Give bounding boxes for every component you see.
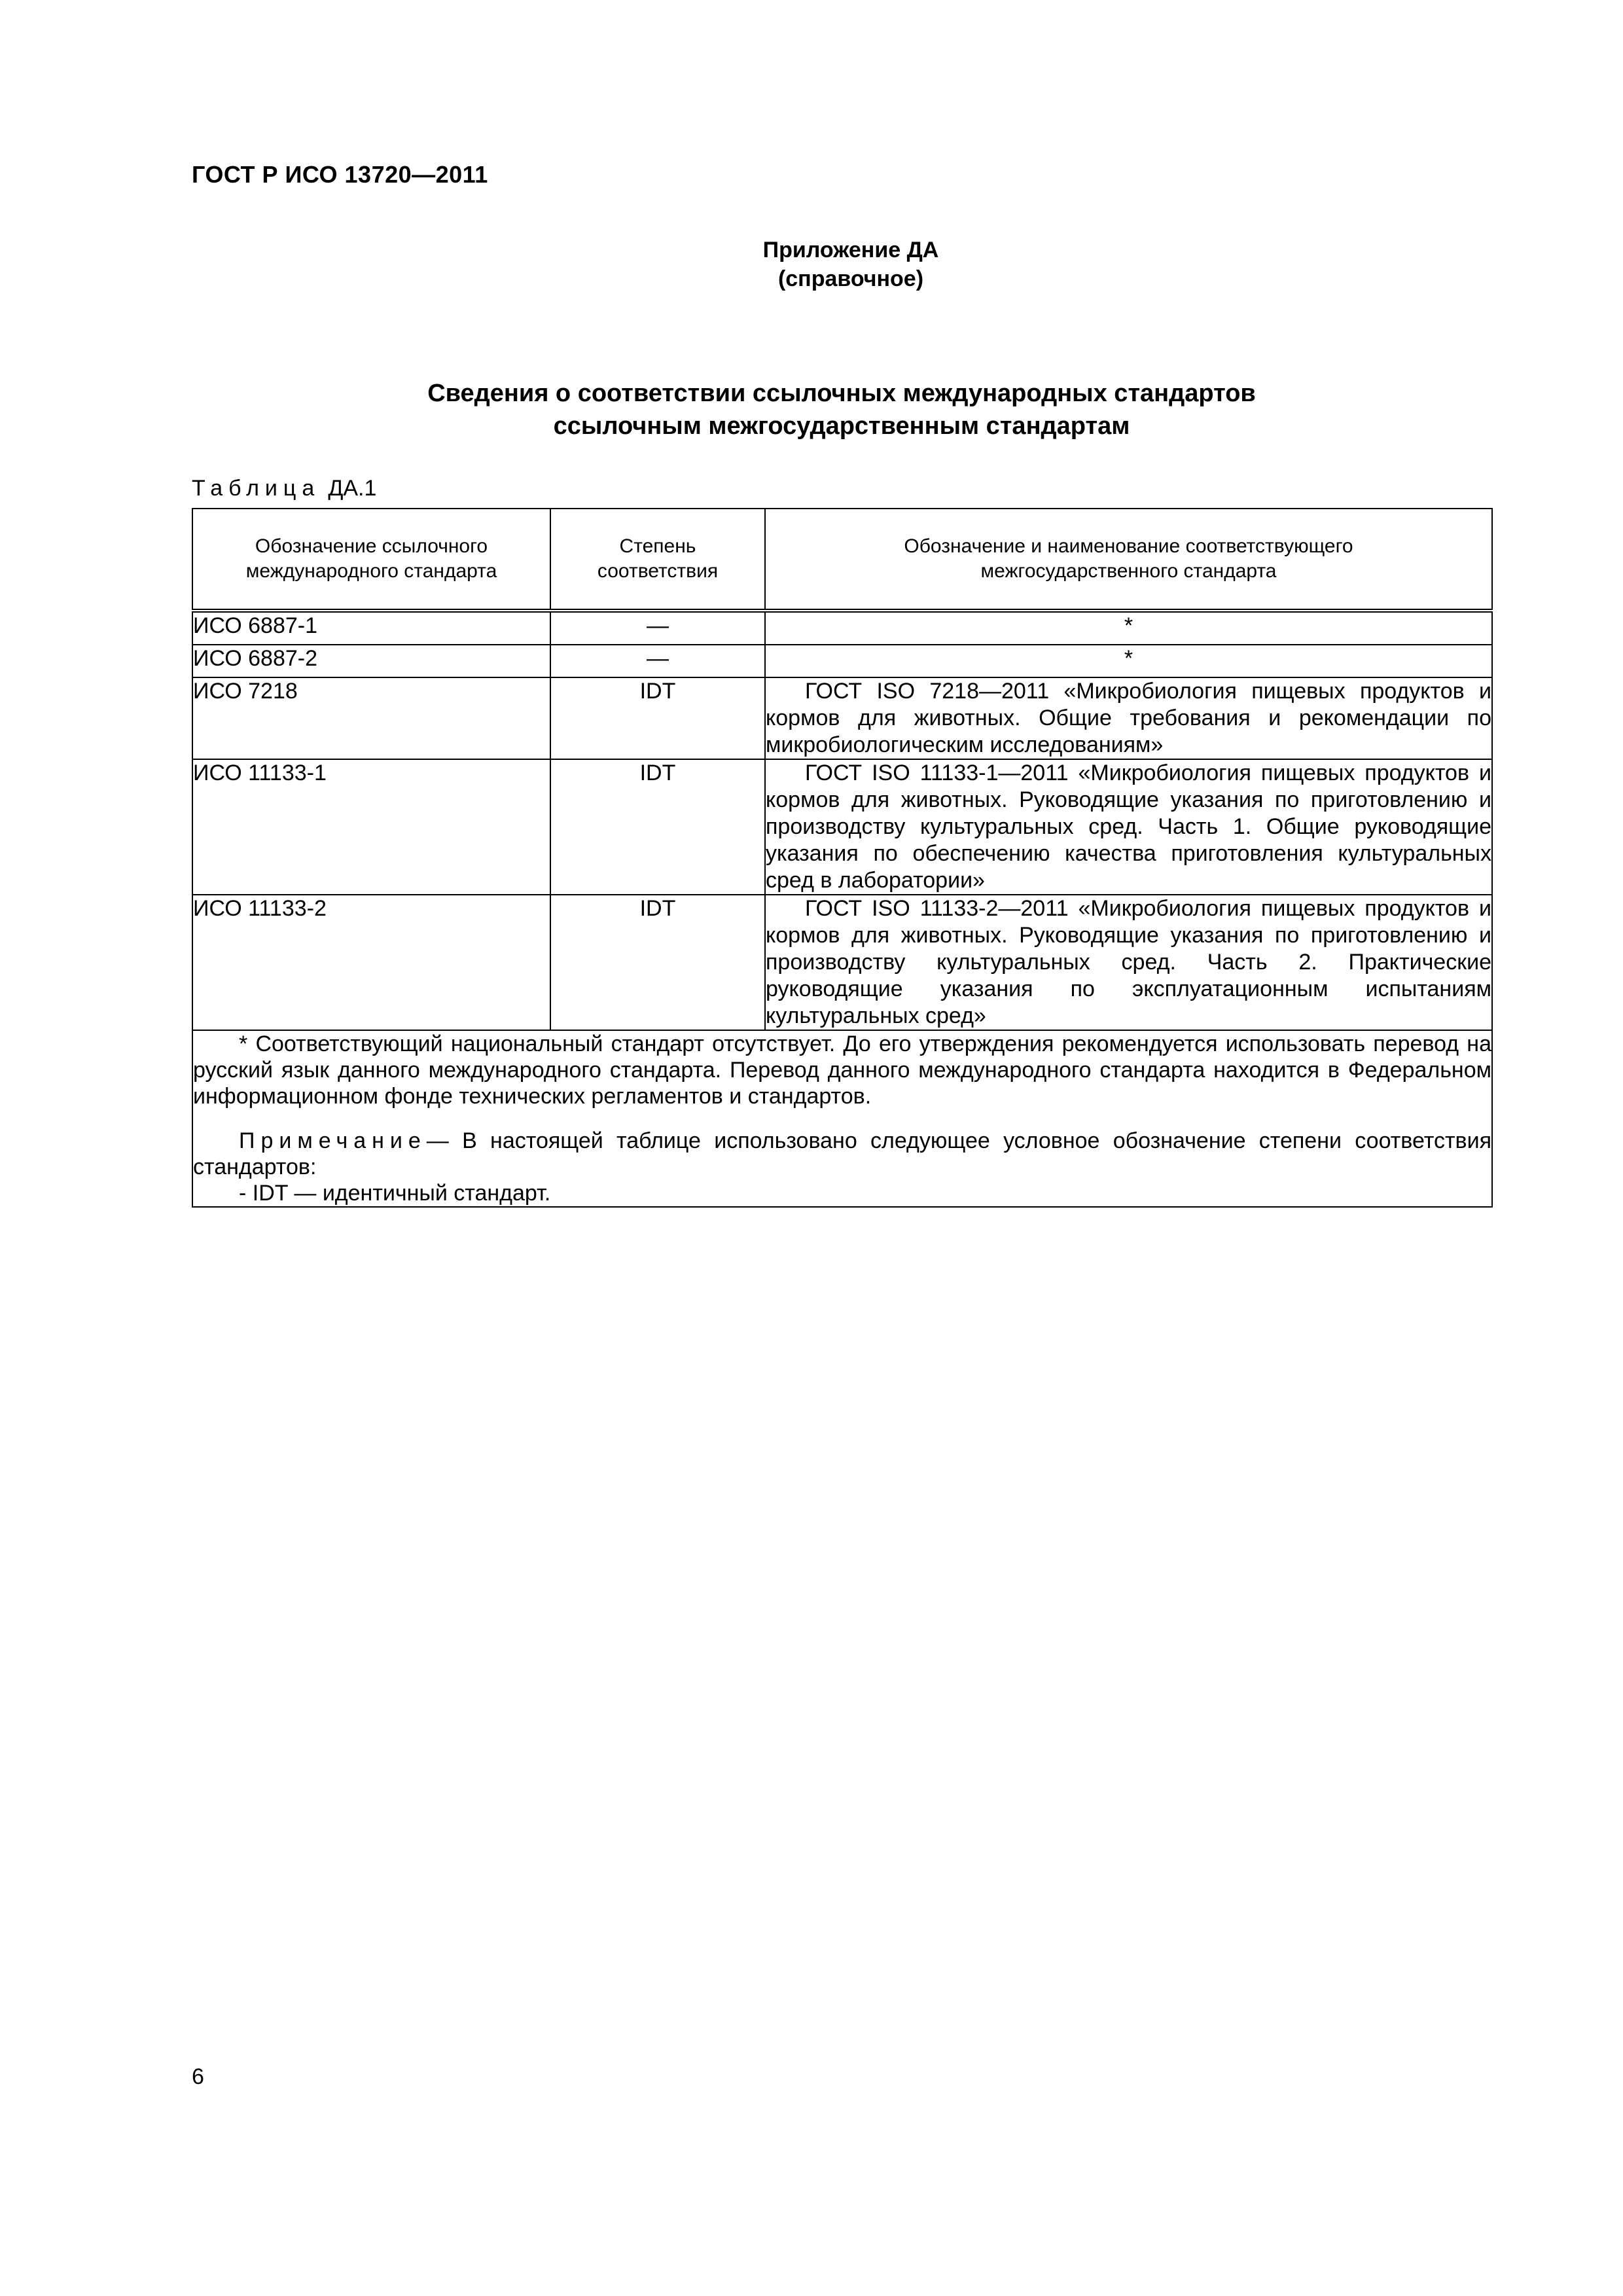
row-description-cell	[765, 895, 1492, 1030]
row-degree: IDT	[550, 895, 765, 1030]
table-caption	[192, 476, 376, 501]
annex-title: Приложение ДА	[762, 238, 939, 262]
table-notes	[192, 1030, 1492, 1207]
row-description-cell	[765, 677, 1492, 759]
header-international-standard: Обозначение ссылочного международного стандарта	[192, 509, 550, 611]
table-caption-word: Таблица	[192, 476, 321, 501]
row-description: *	[765, 645, 1492, 677]
document-header: ГОСТ Р ИСО 13720—2011	[192, 161, 488, 188]
row-code: ИСО 6887-1	[192, 611, 550, 645]
annex-heading	[654, 236, 1047, 293]
row-code: ИСО 11133-1	[192, 759, 550, 895]
annex-type: (справочное)	[777, 266, 924, 291]
row-description: ГОСТ ISO 11133-2—2011 «Микробиология пищевых продуктов и кормов для животных. Руководящие указания по приготовлению и производству культуральных сред. Часть 2. Практические руководящие указания по эксплуатационным испытаниям культуральных сред»	[766, 896, 1491, 1028]
table-caption-id: ДА.1	[328, 476, 377, 501]
note-text: — В настоящей таблице использовано следующее условное обозначение степени соответствия стандартов:	[193, 1128, 1491, 1179]
header-degree: Степень соответствия	[550, 509, 765, 611]
row-description: ГОСТ ISO 7218—2011 «Микробиология пищевых продуктов и кормов для животных. Общие требования и рекомендации по микробиологическим исследованиям»	[766, 679, 1491, 757]
table-footnote: * Соответствующий национальный стандарт отсутствует. До его утверждения рекомендуется использовать перевод на русский язык данного международного стандарта. Перевод данного международного стандарта находится в Федеральном информационном фонде технических регламентов и стандартов.	[193, 1031, 1491, 1109]
row-description-cell	[765, 759, 1492, 895]
section-title	[192, 377, 1491, 442]
standards-table	[192, 508, 1493, 1208]
row-description: ГОСТ ISO 11133-1—2011 «Микробиология пищевых продуктов и кормов для животных. Руководящие указания по приготовлению и производству культуральных сред. Часть 1. Общие руководящие указания по обеспечению качества приготовления культуральных сред в лаборатории»	[766, 761, 1491, 893]
row-degree: IDT	[550, 759, 765, 895]
page-number: 6	[192, 2064, 204, 2089]
note-list-item: - IDT — идентичный стандарт.	[239, 1181, 551, 1206]
row-code: ИСО 6887-2	[192, 645, 550, 677]
table-note	[193, 1128, 1491, 1180]
table-row	[192, 895, 1492, 1030]
row-degree: —	[550, 611, 765, 645]
header-interstate-standard: Обозначение и наименование соответствующего межгосударственного стандарта	[765, 509, 1492, 611]
row-code: ИСО 11133-2	[192, 895, 550, 1030]
table-row	[192, 759, 1492, 895]
section-title-line-2: ссылочным межгосударственным стандартам	[553, 412, 1130, 440]
row-description: *	[765, 611, 1492, 645]
table-row	[192, 645, 1492, 677]
row-degree: —	[550, 645, 765, 677]
table-header-row	[192, 509, 1492, 611]
row-code: ИСО 7218	[192, 677, 550, 759]
table-row	[192, 611, 1492, 645]
section-title-line-1: Сведения о соответствии ссылочных международных стандартов	[427, 380, 1256, 407]
note-label: Примечание	[239, 1128, 427, 1153]
table-row	[192, 677, 1492, 759]
table-notes-row	[192, 1030, 1492, 1207]
row-degree: IDT	[550, 677, 765, 759]
